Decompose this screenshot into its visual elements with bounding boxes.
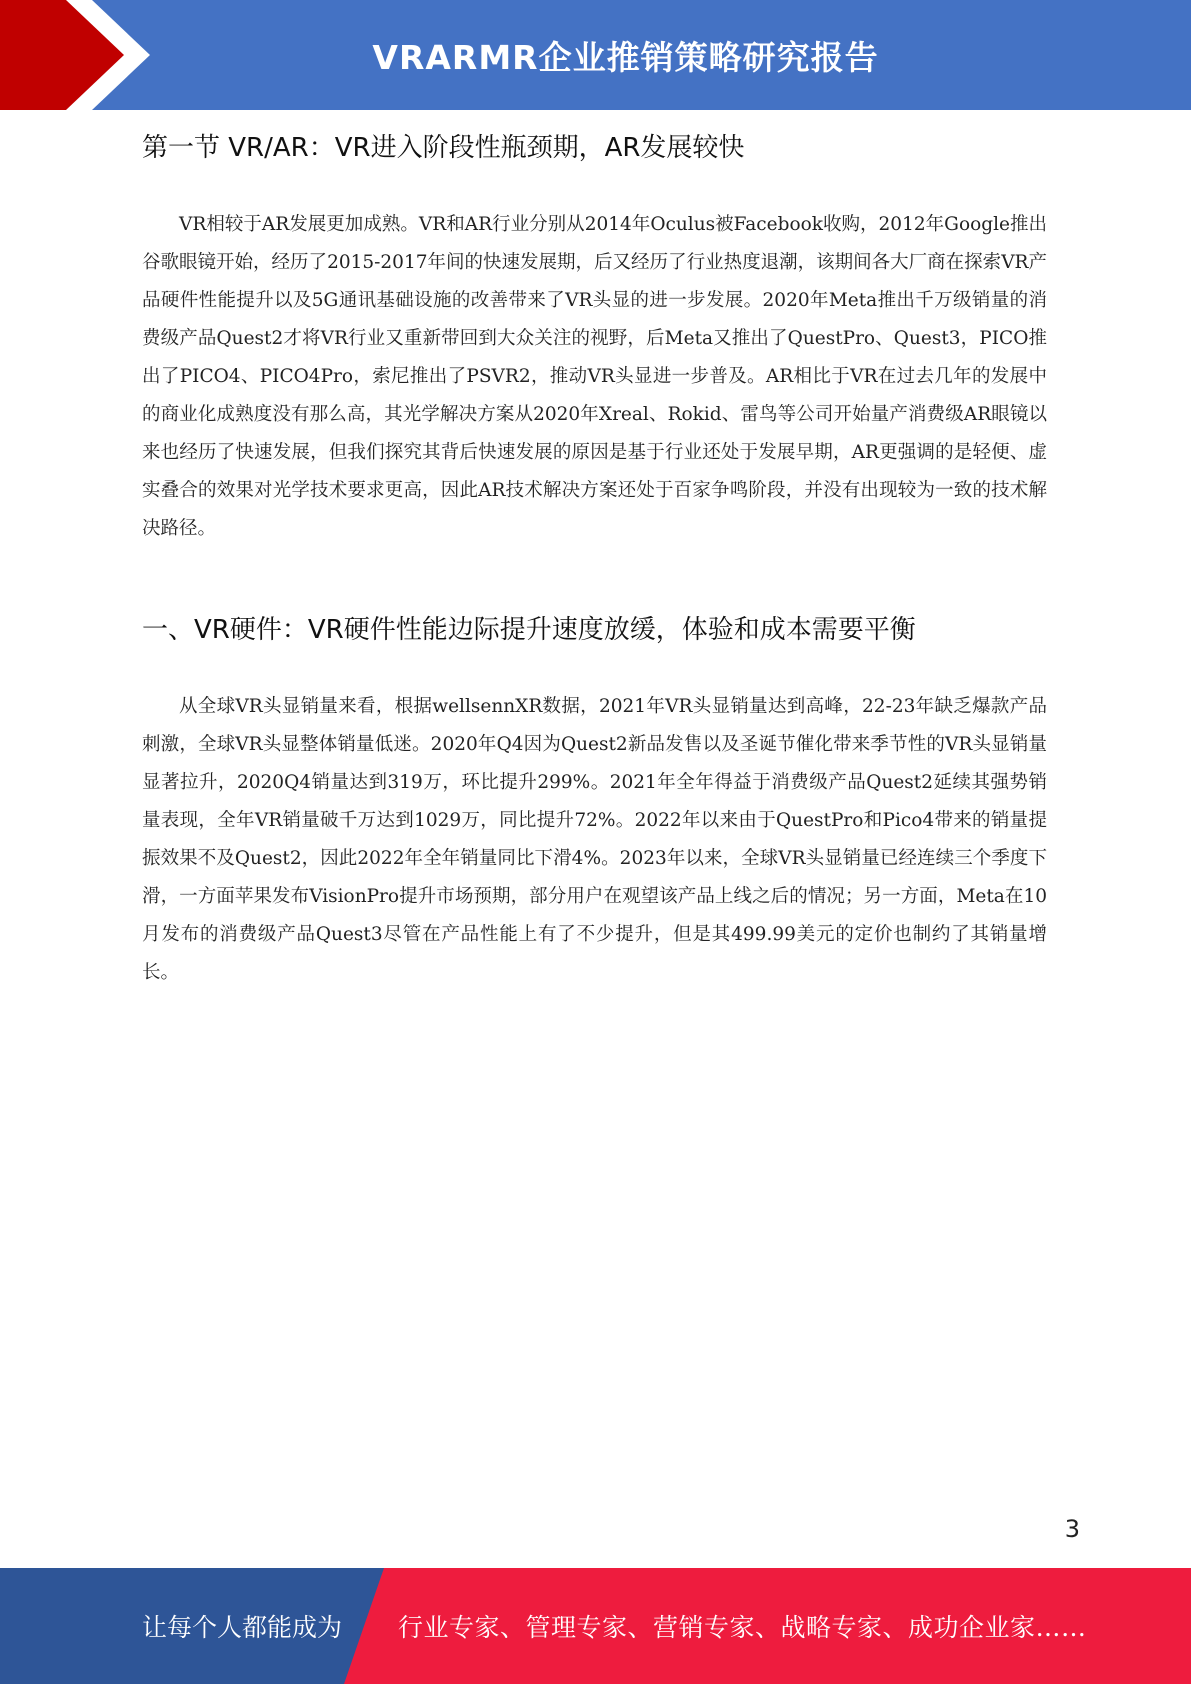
page-header bbox=[0, 0, 1191, 110]
section-2-heading: 一、VR硬件：VR硬件性能边际提升速度放缓，体验和成本需要平衡 bbox=[142, 615, 916, 645]
section-1-paragraph: VR相较于AR发展更加成熟。VR和AR行业分别从2014年Oculus被Facebook收购，2012年Google推出谷歌眼镜开始，经历了2015-2017年间的快速发展期，后又经历了行业热度退潮，该期间各大厂商在探索VR产品硬件性能提升以及5G通讯基础设施的改善带来了VR头显的进一步发展。2020年Meta推出千万级销量的消费级产品Quest2才将VR行业又重新带回到大众关注的视野，后Meta又推出了QuestPro、Quest3，PICO推出了PICO4、PICO4Pro，索尼推出了PSVR2，推动VR头显进一步普及。AR相比于VR在过去几年的发展中的商业化成熟度没有那么高，其光学解决方案从2020年Xreal、Rokid、雷鸟等公司开始量产消费级AR眼镜以来也经历了快速发展，但我们探究其背后快速发展的原因是基于行业还处于发展早期，AR更强调的是轻便、虚实叠合的效果对光学技术要求更高，因此AR技术解决方案还处于百家争鸣阶段，并没有出现较为一致的技术解决路径。 bbox=[142, 214, 1047, 539]
report-title: VRARMR企业推销策略研究报告 bbox=[372, 37, 879, 77]
section-1-heading: 第一节 VR/AR：VR进入阶段性瓶颈期，AR发展较快 bbox=[142, 133, 745, 163]
page-number: 3 bbox=[1064, 1515, 1080, 1543]
page-footer bbox=[0, 1568, 1191, 1684]
section-2-paragraph: 从全球VR头显销量来看，根据wellsennXR数据，2021年VR头显销量达到高峰，22-23年缺乏爆款产品刺激，全球VR头显整体销量低迷。2020年Q4因为Quest2新品发售以及圣诞节催化带来季节性的VR头显销量显著拉升，2020Q4销量达到319万，环比提升299%。2021年全年得益于消费级产品Quest2延续其强势销量表现，全年VR销量破千万达到1029万，同比提升72%。2022年以来由于QuestPro和Pico4带来的销量提振效果不及Quest2，因此2022年全年销量同比下滑4%。2023年以来，全球VR头显销量已经连续三个季度下滑，一方面苹果发布VisionPro提升市场预期，部分用户在观望该产品上线之后的情况；另一方面，Meta在10月发布的消费级产品Quest3尽管在产品性能上有了不少提升，但是其499.99美元的定价也制约了其销量增长。 bbox=[142, 696, 1047, 983]
footer-slogan-right: 行业专家、管理专家、营销专家、战略专家、成功企业家…… bbox=[398, 1613, 1087, 1642]
footer-slogan-left: 让每个人都能成为 bbox=[142, 1613, 343, 1642]
